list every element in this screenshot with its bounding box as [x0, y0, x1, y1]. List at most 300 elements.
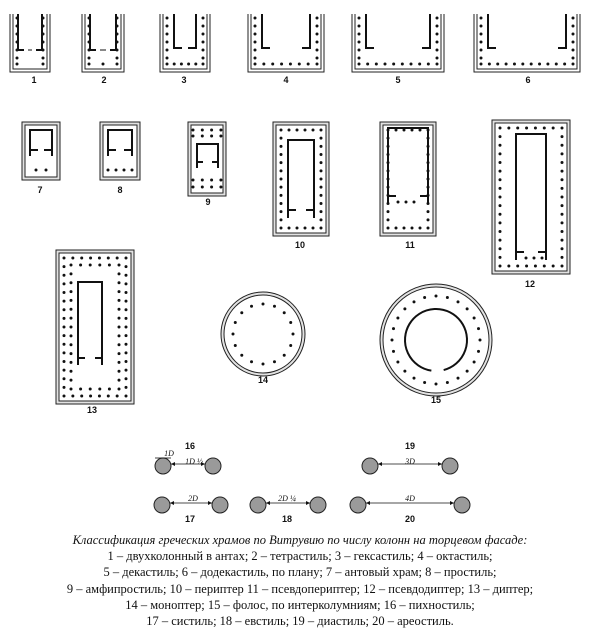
column-dot — [358, 25, 361, 28]
column-dot — [446, 296, 449, 299]
column-dot — [273, 305, 276, 308]
column-dot — [280, 63, 283, 66]
plan-number-4: 4 — [283, 75, 289, 85]
platform-outline — [163, 14, 207, 69]
column-dot — [561, 204, 564, 207]
column-dot — [358, 17, 361, 20]
column-dot — [499, 127, 502, 130]
column-dot — [304, 227, 307, 230]
column-dot — [316, 33, 319, 36]
column-dot — [396, 317, 399, 320]
column-dot — [219, 186, 222, 189]
column-dot — [219, 129, 222, 132]
caption-line-4: 14 – моноптер; 15 – фолос, по интерколумниям; 16 – пихностиль; — [125, 597, 475, 612]
column-dot — [480, 17, 483, 20]
column-dot — [254, 63, 257, 66]
column-dot — [202, 63, 205, 66]
column-section — [205, 458, 221, 474]
column-section — [250, 497, 266, 513]
column-dot — [320, 161, 323, 164]
wall-line — [188, 14, 196, 48]
temple-plan-9 — [188, 122, 226, 196]
column-dot — [63, 386, 66, 389]
temple-plan-4 — [248, 14, 324, 72]
column-dot — [320, 186, 323, 189]
column-dot — [125, 257, 128, 260]
column-dot — [125, 265, 128, 268]
arrow-head — [266, 501, 270, 505]
column-dot — [413, 300, 416, 303]
column-dot — [392, 63, 395, 66]
column-dot — [280, 178, 283, 181]
column-dot — [16, 57, 19, 60]
column-dot — [118, 361, 121, 364]
column-dot — [534, 127, 537, 130]
column-dot — [63, 317, 66, 320]
column-dot — [403, 370, 406, 373]
column-dot — [280, 145, 283, 148]
column-dot — [552, 265, 555, 268]
column-dot — [42, 57, 45, 60]
column-dot — [70, 281, 73, 284]
intercol-number-16: 16 — [184, 441, 196, 451]
column-dot — [70, 352, 73, 355]
column-dot — [479, 339, 482, 342]
intercolumniation-diagrams — [154, 458, 470, 513]
plan-number-6: 6 — [525, 75, 531, 85]
column-section — [454, 497, 470, 513]
column-dot — [118, 334, 121, 337]
column-dot — [320, 153, 323, 156]
column-dot — [387, 210, 390, 213]
plan-number-14: 14 — [257, 375, 269, 385]
column-dot — [288, 227, 291, 230]
column-dot — [534, 265, 537, 268]
column-dot — [572, 33, 575, 36]
column-dot — [480, 57, 483, 60]
column-dot — [496, 63, 499, 66]
column-dot — [107, 257, 110, 260]
platform-outline — [383, 287, 489, 393]
column-dot — [80, 257, 83, 260]
column-dot — [63, 257, 66, 260]
column-dot — [561, 196, 564, 199]
column-dot — [131, 169, 134, 172]
column-dot — [320, 210, 323, 213]
column-dot — [102, 63, 105, 66]
column-dot — [192, 186, 195, 189]
column-dot — [561, 187, 564, 190]
column-dot — [499, 135, 502, 138]
column-dot — [543, 265, 546, 268]
column-dot — [436, 17, 439, 20]
temple-plan-7 — [22, 122, 60, 180]
column-dot — [280, 227, 283, 230]
plan-number-5: 5 — [395, 75, 401, 85]
column-dot — [254, 25, 257, 28]
column-dot — [499, 213, 502, 216]
column-dot — [63, 334, 66, 337]
column-dot — [70, 370, 73, 373]
column-dot — [312, 129, 315, 132]
column-dot — [254, 57, 257, 60]
column-dot — [118, 281, 121, 284]
column-dot — [125, 351, 128, 354]
column-dot — [280, 129, 283, 132]
column-section — [155, 458, 171, 474]
column-dot — [210, 129, 213, 132]
column-dot — [419, 227, 422, 230]
column-dot — [546, 63, 549, 66]
column-dot — [125, 343, 128, 346]
column-dot — [561, 239, 564, 242]
column-dot — [118, 264, 121, 267]
column-dot — [250, 305, 253, 308]
column-dot — [358, 41, 361, 44]
column-dot — [516, 265, 519, 268]
intercolumniation-labels — [164, 441, 415, 524]
temple-plan-15 — [380, 284, 492, 396]
column-dot — [234, 321, 237, 324]
plan-number-15: 15 — [430, 395, 442, 405]
temple-plans — [10, 14, 580, 404]
column-dot — [384, 63, 387, 66]
column-dot — [561, 230, 564, 233]
column-dot — [499, 170, 502, 173]
column-dot — [505, 63, 508, 66]
wall-line — [18, 14, 24, 50]
column-dot — [397, 201, 400, 204]
column-dot — [296, 129, 299, 132]
temple-plan-14 — [221, 292, 305, 376]
column-dot — [125, 326, 128, 329]
column-dot — [395, 227, 398, 230]
arrow-head — [171, 462, 175, 466]
column-dot — [423, 381, 426, 384]
column-dot — [88, 57, 91, 60]
column-dot — [63, 343, 66, 346]
column-dot — [254, 17, 257, 20]
wall-line — [90, 14, 96, 50]
column-dot — [507, 265, 510, 268]
temple-plan-5 — [352, 14, 444, 72]
column-dot — [298, 63, 301, 66]
column-dot — [436, 63, 439, 66]
column-dot — [271, 63, 274, 66]
column-dot — [194, 63, 197, 66]
plan-number-1: 1 — [31, 75, 37, 85]
column-dot — [561, 256, 564, 259]
column-dot — [513, 63, 516, 66]
arrow-head — [208, 501, 212, 505]
column-dot — [125, 291, 128, 294]
column-dot — [477, 327, 480, 330]
column-dot — [116, 63, 119, 66]
arrow-head — [450, 501, 454, 505]
intercol-number-17: 17 — [184, 514, 196, 524]
column-dot — [320, 194, 323, 197]
column-dot — [427, 227, 430, 230]
column-dot — [173, 63, 176, 66]
column-dot — [283, 354, 286, 357]
column-dot — [572, 25, 575, 28]
column-dot — [427, 218, 430, 221]
column-dot — [70, 388, 73, 391]
column-dot — [70, 290, 73, 293]
column-dot — [507, 127, 510, 130]
column-dot — [436, 25, 439, 28]
column-dot — [525, 127, 528, 130]
column-dot — [210, 186, 213, 189]
column-dot — [292, 333, 295, 336]
column-dot — [316, 63, 319, 66]
platform-outline — [276, 125, 326, 233]
column-dot — [499, 178, 502, 181]
column-dot — [71, 257, 74, 260]
column-dot — [70, 334, 73, 337]
column-dot — [480, 33, 483, 36]
column-dot — [88, 63, 91, 66]
column-dot — [488, 63, 491, 66]
column-dot — [499, 144, 502, 147]
column-dot — [499, 152, 502, 155]
wall-line — [36, 14, 42, 50]
column-dot — [499, 265, 502, 268]
column-section — [310, 497, 326, 513]
column-dot — [166, 63, 169, 66]
column-dot — [108, 388, 111, 391]
column-dot — [436, 57, 439, 60]
column-dot — [254, 33, 257, 36]
column-dot — [63, 291, 66, 294]
column-dot — [192, 179, 195, 182]
column-dot — [320, 227, 323, 230]
column-dot — [561, 161, 564, 164]
platform-outline — [355, 14, 441, 69]
column-dot — [219, 135, 222, 138]
column-dot — [240, 311, 243, 314]
column-dot — [70, 326, 73, 329]
column-dot — [232, 333, 235, 336]
column-dot — [63, 369, 66, 372]
column-dot — [118, 317, 121, 320]
column-dot — [561, 265, 564, 268]
column-dot — [125, 274, 128, 277]
column-dot — [561, 221, 564, 224]
column-dot — [192, 135, 195, 138]
column-dot — [63, 326, 66, 329]
temple-plan-3 — [160, 14, 210, 72]
intercol-number-20: 20 — [404, 514, 416, 524]
column-dot — [166, 49, 169, 52]
temple-plan-1 — [10, 14, 50, 72]
caption-line-3: 9 – амфипростиль; 10 – периптер 11 – псевдопериптер; 12 – псевдодиптер; 13 – диптер; — [66, 581, 534, 596]
column-dot — [98, 257, 101, 260]
column-dot — [307, 63, 310, 66]
column-dot — [16, 63, 19, 66]
column-section — [154, 497, 170, 513]
column-dot — [280, 169, 283, 172]
column-dot — [80, 395, 83, 398]
plan-number-13: 13 — [86, 405, 98, 415]
column-dot — [125, 386, 128, 389]
intercol-number-18: 18 — [281, 514, 293, 524]
stylobate-outline — [248, 14, 324, 72]
column-dot — [320, 202, 323, 205]
column-dot — [45, 169, 48, 172]
column-dot — [499, 256, 502, 259]
column-dot — [118, 290, 121, 293]
column-dot — [125, 308, 128, 311]
column-dot — [366, 63, 369, 66]
column-dot — [280, 186, 283, 189]
column-dot — [499, 187, 502, 190]
column-dot — [316, 17, 319, 20]
column-dot — [435, 383, 438, 386]
column-dot — [116, 257, 119, 260]
column-dot — [572, 41, 575, 44]
column-dot — [166, 57, 169, 60]
column-dot — [480, 49, 483, 52]
column-dot — [405, 201, 408, 204]
column-dot — [201, 135, 204, 138]
column-dot — [538, 63, 541, 66]
column-dot — [392, 327, 395, 330]
column-dot — [70, 264, 73, 267]
column-dot — [202, 49, 205, 52]
column-dot — [561, 135, 564, 138]
column-dot — [125, 377, 128, 380]
column-dot — [446, 381, 449, 384]
column-dot — [480, 25, 483, 28]
column-dot — [70, 379, 73, 382]
column-dot — [280, 137, 283, 140]
column-dot — [436, 49, 439, 52]
column-dot — [70, 343, 73, 346]
figure-caption — [0, 532, 600, 629]
wall-line — [174, 14, 182, 48]
column-section — [350, 497, 366, 513]
arrow-head — [170, 501, 174, 505]
column-dot — [201, 179, 204, 182]
column-dot — [89, 257, 92, 260]
column-dot — [499, 247, 502, 250]
column-dot — [63, 308, 66, 311]
column-dot — [541, 257, 544, 260]
column-dot — [423, 296, 426, 299]
intercol-dim-18: 2D ¼ — [278, 494, 296, 503]
column-dot — [411, 227, 414, 230]
column-dot — [125, 282, 128, 285]
plan-number-3: 3 — [181, 75, 187, 85]
platform-outline — [495, 123, 567, 271]
platform-outline — [224, 295, 302, 373]
column-dot — [201, 129, 204, 132]
plan-number-11: 11 — [405, 240, 415, 250]
column-dot — [473, 317, 476, 320]
column-dot — [89, 395, 92, 398]
intercol-dim-16b: 1D ½ — [185, 457, 203, 466]
column-dot — [572, 49, 575, 52]
column-dot — [320, 145, 323, 148]
wall-line — [110, 14, 116, 50]
column-dot — [219, 179, 222, 182]
wall-line — [302, 14, 310, 48]
temple-plan-13 — [56, 250, 134, 404]
column-dot — [63, 274, 66, 277]
column-dot — [125, 334, 128, 337]
column-dot — [107, 169, 110, 172]
column-dot — [280, 210, 283, 213]
column-dot — [477, 350, 480, 353]
column-dot — [118, 272, 121, 275]
column-dot — [457, 300, 460, 303]
column-dot — [125, 395, 128, 398]
plan-number-7: 7 — [37, 185, 43, 195]
column-dot — [202, 17, 205, 20]
column-dot — [118, 326, 121, 329]
column-dot — [499, 221, 502, 224]
column-dot — [525, 257, 528, 260]
wall-line — [488, 14, 496, 48]
column-dot — [118, 343, 121, 346]
column-dot — [280, 161, 283, 164]
column-dot — [561, 247, 564, 250]
column-dot — [166, 33, 169, 36]
column-dot — [316, 25, 319, 28]
column-dot — [70, 308, 73, 311]
column-dot — [358, 33, 361, 36]
temple-plan-2 — [82, 14, 124, 72]
column-dot — [320, 169, 323, 172]
column-dot — [250, 360, 253, 363]
plan-number-9: 9 — [205, 197, 211, 207]
column-dot — [63, 265, 66, 268]
column-dot — [123, 169, 126, 172]
column-dot — [254, 41, 257, 44]
wall-line — [422, 14, 430, 48]
column-dot — [283, 311, 286, 314]
column-dot — [561, 178, 564, 181]
column-dot — [118, 388, 121, 391]
column-dot — [358, 63, 361, 66]
column-dot — [320, 218, 323, 221]
temple-plan-8 — [100, 122, 140, 180]
column-dot — [125, 369, 128, 372]
caption-line-2: 5 – декастиль; 6 – додекастиль, по плану; 7 – антовый храм; 8 – простиль; — [103, 565, 497, 580]
column-dot — [70, 272, 73, 275]
column-dot — [296, 227, 299, 230]
column-section — [362, 458, 378, 474]
column-dot — [410, 63, 413, 66]
column-dot — [166, 41, 169, 44]
column-dot — [473, 361, 476, 364]
column-dot — [312, 227, 315, 230]
column-dot — [63, 395, 66, 398]
column-dot — [561, 127, 564, 130]
wall-line — [558, 14, 566, 48]
column-dot — [387, 218, 390, 221]
column-dot — [63, 300, 66, 303]
column-dot — [392, 350, 395, 353]
column-dot — [572, 57, 575, 60]
column-dot — [563, 63, 566, 66]
intercol-dim-19: 3D — [405, 457, 415, 466]
column-dot — [572, 17, 575, 20]
column-dot — [79, 264, 82, 267]
column-dot — [533, 257, 536, 260]
column-dot — [316, 57, 319, 60]
